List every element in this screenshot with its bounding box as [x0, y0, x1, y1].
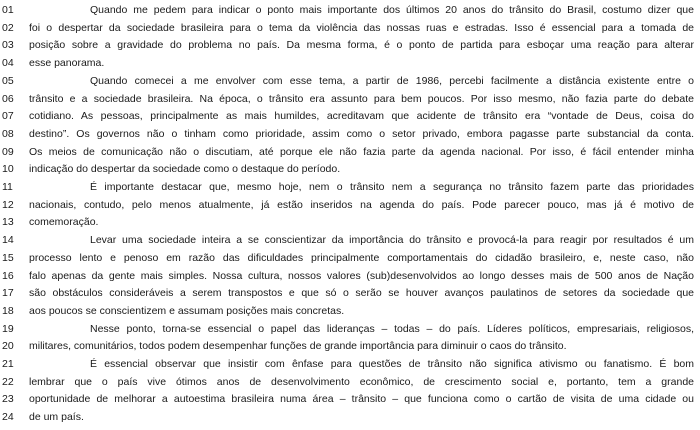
line-text: Levar uma sociedade inteira a se conscientizar da importância do trânsito e provocá-la para reagir por resultados é um [90, 234, 694, 247]
text-line [0, 73, 700, 91]
line-number: 13 [2, 216, 14, 229]
line-number: 15 [2, 251, 14, 264]
text-line [0, 356, 700, 374]
line-number: 06 [2, 92, 14, 105]
text-line [0, 268, 700, 286]
text-line [0, 108, 700, 126]
text-line [0, 374, 700, 392]
line-number: 14 [2, 234, 14, 247]
text-line [0, 197, 700, 215]
line-text: Os meios de comunicação não o discutiam, até porque ele não fazia parte da agenda nacional. Por isso, é fácil entender minha [29, 145, 694, 158]
text-line [0, 20, 700, 38]
line-text: militares, comunitários, todos podem desempenhar funções de grande importância para diminuir o caos do trânsito. [29, 340, 567, 353]
line-text: Quando me pedem para indicar o ponto mais importante dos últimos 20 anos do trânsito do Brasil, costumo dizer que [90, 4, 694, 16]
line-text: destino”. Os governos não o tinham como prioridade, assim como o setor privado, embora pagasse parte substancial da conta. [29, 127, 694, 140]
line-number: 17 [2, 287, 14, 300]
text-line [0, 37, 700, 55]
line-number: 20 [2, 340, 14, 353]
line-text: são obstáculos consideráveis a serem transpostos e que só o serão se houver avanços paulatinos de setores da sociedade que [29, 287, 694, 300]
text-line [0, 409, 700, 427]
line-text: foi o despertar da sociedade brasileira para o tema da violência das nossas ruas e estradas. Isso é essencial para a tomada de [29, 21, 694, 34]
line-number: 21 [2, 358, 14, 370]
line-text: comemoração. [29, 216, 99, 229]
text-line [0, 126, 700, 144]
line-text: falo apenas da gente mais simples. Nossa cultura, nossos valores (sub)desenvolvidos ao longo desses mais de 500 anos de Nação [29, 269, 694, 282]
line-number: 24 [2, 411, 14, 424]
line-number: 16 [2, 269, 14, 282]
line-number: 04 [2, 57, 14, 70]
line-text: Quando comecei a me envolver com esse tema, a partir de 1986, percebi facilmente a distância existente entre o [90, 74, 694, 87]
line-text: Nesse ponto, torna-se essencial o papel das lideranças – todas – do país. Líderes políticos, empresariais, religiosos, [90, 322, 694, 335]
line-number: 09 [2, 145, 14, 158]
line-text: posição sobre a gravidade do problema no país. Da mesma forma, é o ponto de partida para esboçar uma reação para alterar [29, 39, 694, 52]
line-text: trânsito e a sociedade brasileira. Na época, o trânsito era assunto para bem poucos. Por isso mesmo, não fazia parte do debate [29, 92, 694, 105]
line-text: de um país. [29, 411, 84, 424]
line-number: 22 [2, 375, 14, 388]
text-line [0, 55, 700, 73]
line-text: oportunidade de melhorar a autoestima brasileira numa área – trânsito – que funciona como o cartão de visita de uma cidade ou [29, 393, 694, 406]
line-number: 12 [2, 198, 14, 211]
line-text: lembrar que o país vive ótimos anos de desenvolvimento econômico, de crescimento social e, portanto, tem a grande [29, 375, 694, 388]
line-number: 05 [2, 74, 14, 87]
line-number: 10 [2, 163, 14, 176]
line-text: processo lento e penoso em razão das dificuldades principalmente comportamentais do cidadão brasileiro, e, neste caso, não [29, 251, 694, 264]
line-text: indicação do despertar da sociedade como o destaque do período. [29, 163, 341, 176]
line-number: 02 [2, 21, 14, 34]
text-line [0, 91, 700, 109]
text-line [0, 250, 700, 268]
line-number: 08 [2, 127, 14, 140]
text-line [0, 232, 700, 250]
line-number: 07 [2, 110, 14, 123]
text-line [0, 303, 700, 321]
text-line [0, 391, 700, 409]
line-text: cotidiano. As pessoas, principalmente as mais humildes, acreditavam que acidente de trânsito era “vontade de Deus, coisa do [29, 110, 694, 123]
line-number: 18 [2, 304, 14, 317]
line-number: 23 [2, 393, 14, 406]
line-text: É importante destacar que, mesmo hoje, nem o trânsito nem a segurança no trânsito fazem parte das prioridades [90, 181, 694, 193]
line-number: 01 [2, 4, 14, 16]
text-line [0, 161, 700, 179]
text-line [0, 321, 700, 339]
line-text: nacionais, contudo, pelo menos atualmente, já estão inseridos na agenda do país. Pode parecer pouco, mas já é motivo de [29, 198, 694, 211]
line-text: aos poucos se conscientizem e assumam posições mais concretas. [29, 304, 345, 317]
text-line [0, 338, 700, 356]
text-line [0, 285, 700, 303]
text-line [0, 2, 700, 20]
text-line [0, 144, 700, 162]
text-line [0, 179, 700, 197]
line-number: 19 [2, 322, 14, 335]
text-line [0, 214, 700, 232]
line-number: 03 [2, 39, 14, 52]
line-text: É essencial observar que insistir com ênfase para questões de trânsito não significa ativismo ou fanatismo. É bom [90, 358, 694, 370]
line-text: esse panorama. [29, 57, 105, 70]
line-number: 11 [2, 181, 13, 193]
